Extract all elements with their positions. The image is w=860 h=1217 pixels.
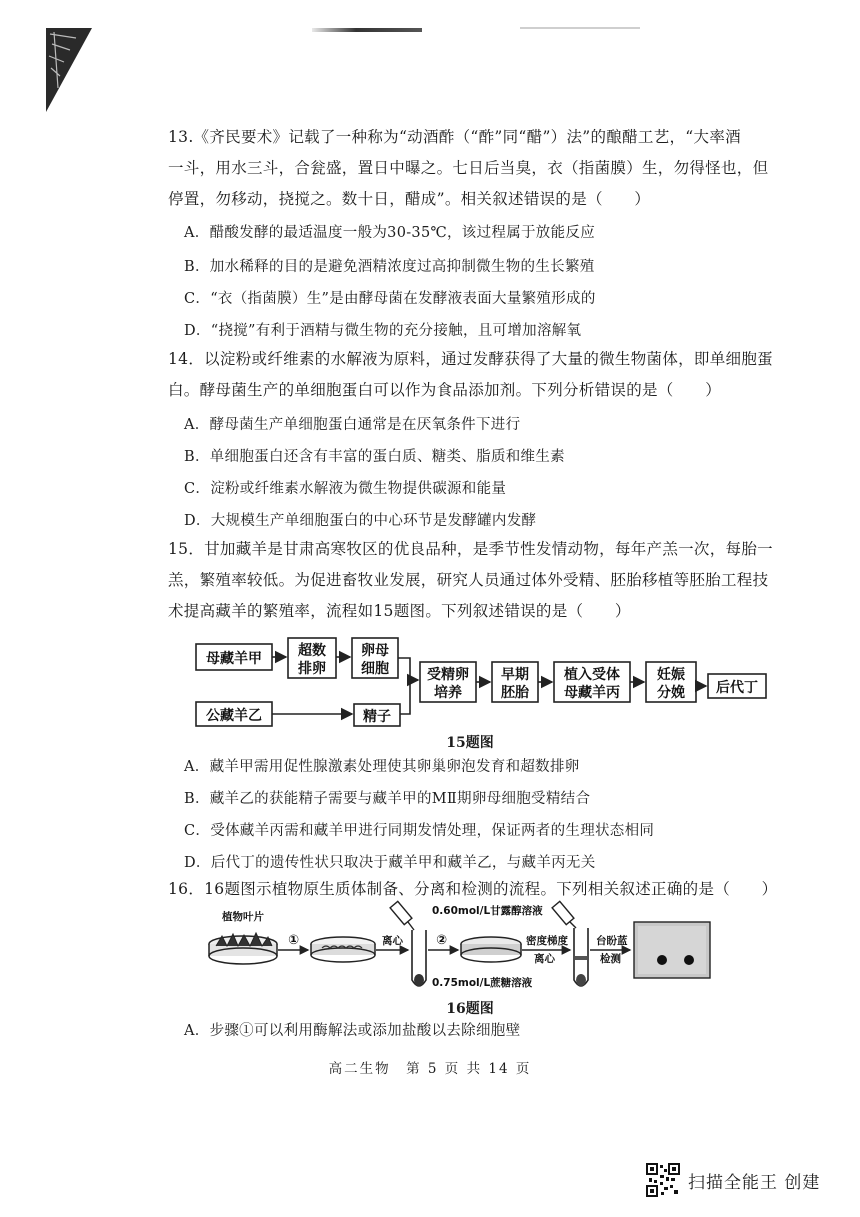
fig16-dye-2: 检测 <box>600 953 621 965</box>
figure-15-flowchart <box>190 634 770 728</box>
centrifuge-tube-icon <box>412 930 426 986</box>
corner-scan-artifact <box>46 28 92 112</box>
fig15-early-embryo-1: 早期 <box>501 667 529 683</box>
fig15-female-sheep: 母藏羊甲 <box>206 651 262 667</box>
top-scan-line-faint <box>520 27 640 29</box>
fig15-oocyte-2: 细胞 <box>361 661 389 677</box>
fig15-superovulation-1: 超数 <box>298 643 326 659</box>
fig15-transfer-1: 植入受体 <box>564 667 620 683</box>
q15-option-b: B．藏羊乙的获能精子需要与藏羊甲的MⅡ期卵母细胞受精结合 <box>184 791 591 807</box>
fig16-dye-1: 台盼蓝 <box>596 935 628 947</box>
figure-16-diagram <box>200 900 720 996</box>
scanner-watermark-text: 扫描全能王 创建 <box>688 1172 821 1193</box>
q13-option-b: B．加水稀释的目的是避免酒精浓度过高抑制微生物的生长繁殖 <box>184 259 595 275</box>
q15-option-c: C．受体藏羊丙需和藏羊甲进行同期发情处理，保证两者的生理状态相同 <box>184 823 655 839</box>
scanner-watermark <box>646 1162 820 1198</box>
fig16-gradient-1: 密度梯度 <box>526 935 568 947</box>
fig15-pregnancy-1: 妊娠 <box>657 667 685 683</box>
figure-16-caption: 16题图 <box>446 1001 494 1017</box>
fig16-gradient-2: 离心 <box>534 953 555 965</box>
q15-option-a: A．藏羊甲需用促性腺激素处理使其卵巢卵泡发育和超数排卵 <box>184 759 580 775</box>
qr-code-icon <box>646 1163 680 1197</box>
fig15-offspring: 后代丁 <box>716 680 758 696</box>
q14-option-b: B．单细胞蛋白还含有丰富的蛋白质、糖类、脂质和维生素 <box>184 449 565 465</box>
q14-option-d: D．大规模生产单细胞蛋白的中心环节是发酵罐内发酵 <box>184 513 537 529</box>
petri-dish-resuspend-icon <box>461 937 521 962</box>
q13-line-1: 13.《齐民要术》记载了一种称为“动酒酢（“酢”同“醋”）法”的酿醋工艺，“大率酒 <box>168 128 741 146</box>
petri-dish-leaf-icon <box>209 933 277 964</box>
q13-option-c: C．“衣（指菌膜）生”是由酵母菌在发酵液表面大量繁殖形成的 <box>184 291 596 307</box>
fig15-oocyte-1: 卵母 <box>361 643 389 659</box>
q14-option-a: A．酵母菌生产单细胞蛋白通常是在厌氧条件下进行 <box>184 417 521 433</box>
q13-line-2: 一斗，用水三斗，合瓮盛，置日中曝之。七日后当臭，衣（指菌膜）生，勿得怪也，但 <box>168 159 769 177</box>
q13-option-d: D．“挠搅”有利于酒精与微生物的充分接触，且可增加溶解氧 <box>184 323 582 339</box>
fig15-fertilize-1: 受精卵 <box>427 667 469 683</box>
pipette-icon <box>390 901 414 930</box>
figure-15-caption: 15题图 <box>446 735 494 751</box>
q16-line-1: 16．16题图示植物原生质体制备、分离和检测的流程。下列相关叙述正确的是（ ） <box>168 880 778 898</box>
q15-line-1: 15．甘加藏羊是甘肃高寒牧区的优良品种，是季节性发情动物，每年产羔一次，每胎一 <box>168 540 773 558</box>
q15-line-2: 羔，繁殖率较低。为促进畜牧业发展，研究人员通过体外受精、胚胎移植等胚胎工程技 <box>168 571 769 589</box>
question-13 <box>168 122 778 215</box>
fig15-male-sheep: 公藏羊乙 <box>206 708 262 724</box>
fig16-mannitol-label: 0.60mol/L甘露醇溶液 <box>432 905 543 917</box>
petri-dish-digest-icon <box>311 937 375 962</box>
fig15-sperm: 精子 <box>363 709 391 725</box>
gradient-tube-icon <box>574 928 588 986</box>
fig16-sucrose-label: 0.75mol/L蔗糖溶液 <box>432 977 533 989</box>
q13-option-a: A．醋酸发酵的最适温度一般为30-35℃，该过程属于放能反应 <box>184 225 595 241</box>
fig16-step-1: ① <box>288 933 300 948</box>
q13-line-3: 停置，勿移动，挠搅之。数十日，醋成”。相关叙述错误的是（ ） <box>168 190 651 208</box>
pipette-2-icon <box>552 901 576 928</box>
q14-line-2: 白。酵母菌生产的单细胞蛋白可以作为食品添加剂。下列分析错误的是（ ） <box>168 381 722 399</box>
fig15-superovulation-2: 排卵 <box>298 661 326 677</box>
fig16-step-2: ② <box>436 933 448 948</box>
fig16-leaf-label: 植物叶片 <box>222 911 264 923</box>
question-15 <box>168 534 778 627</box>
fig15-transfer-2: 母藏羊丙 <box>564 685 620 701</box>
fig15-early-embryo-2: 胚胎 <box>501 685 529 701</box>
q15-option-d: D．后代丁的遗传性状只取决于藏羊甲和藏羊乙，与藏羊丙无关 <box>184 855 596 871</box>
q15-line-3: 术提高藏羊的繁殖率，流程如15题图。下列叙述错误的是（ ） <box>168 602 631 620</box>
q14-line-1: 14．以淀粉或纤维素的水解液为原料，通过发酵获得了大量的微生物菌体，即单细胞蛋 <box>168 350 773 368</box>
question-14 <box>168 344 778 406</box>
fig15-pregnancy-2: 分娩 <box>657 685 685 701</box>
fig16-centrifuge-label: 离心 <box>382 935 403 947</box>
q16-option-a: A．步骤①可以利用酶解法或添加盐酸以去除细胞壁 <box>184 1023 521 1039</box>
top-scan-line <box>312 28 422 32</box>
page-footer: 高二生物 第 5 页 共 14 页 <box>328 1061 532 1077</box>
fig15-fertilize-2: 培养 <box>434 685 462 701</box>
q14-option-c: C．淀粉或纤维素水解液为微生物提供碳源和能量 <box>184 481 507 497</box>
microscope-view-icon <box>634 922 710 978</box>
